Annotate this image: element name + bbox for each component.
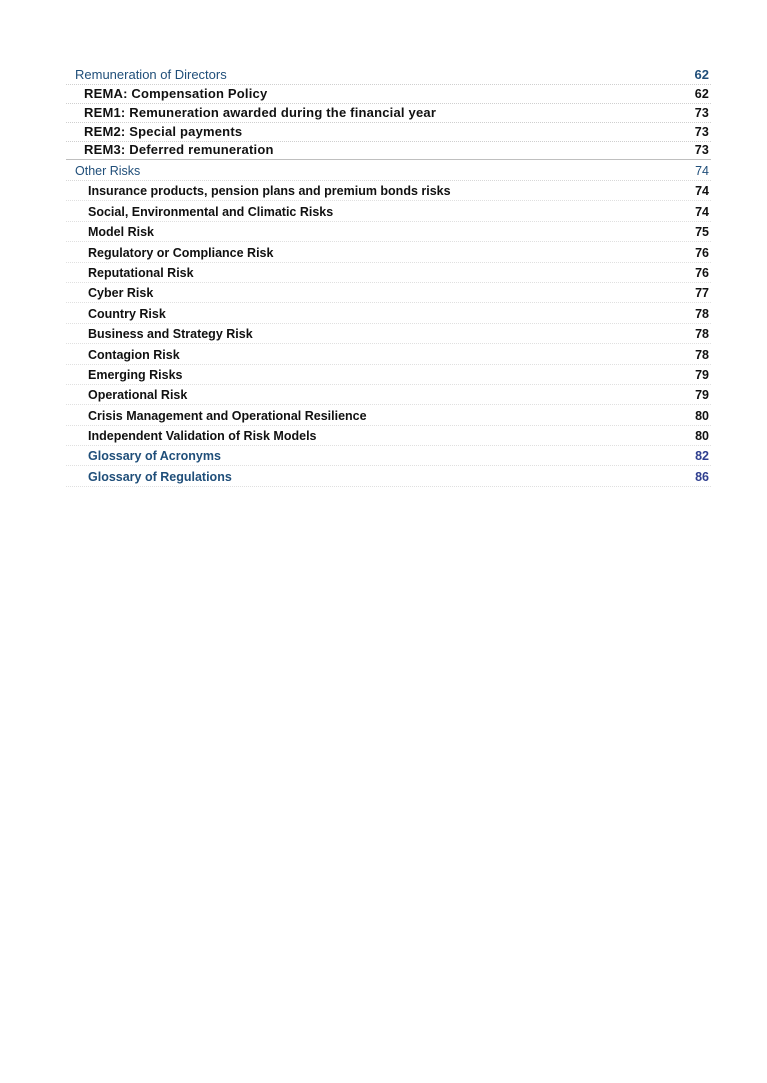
toc-page-number: 75 — [695, 225, 709, 240]
toc-entry-title: Social, Environmental and Climatic Risks — [88, 204, 334, 219]
toc-page-number: 79 — [695, 367, 709, 382]
toc-entry-reputational-risk[interactable] — [66, 263, 711, 283]
toc-entry-title: Glossary of Regulations — [88, 469, 232, 484]
toc-entry-title: REMA: Compensation Policy — [84, 86, 268, 101]
toc-page-number: 78 — [695, 306, 709, 321]
toc-entry-rema[interactable] — [66, 85, 711, 104]
toc-page-number: 76 — [695, 245, 709, 260]
toc-heading-title: Other Risks — [75, 164, 141, 178]
toc-entry-title: Model Risk — [88, 225, 154, 240]
toc-entry-crisis-management[interactable] — [66, 405, 711, 425]
toc-page-number: 73 — [694, 125, 709, 139]
toc-link-glossary-regulations[interactable] — [66, 466, 711, 486]
toc-entry-rem3[interactable] — [66, 142, 711, 160]
toc-page-number: 80 — [695, 429, 709, 444]
toc-entry-title: Cyber Risk — [88, 286, 154, 301]
toc-entry-title: REM1: Remuneration awarded during the financial year — [84, 105, 437, 120]
table-of-contents — [66, 66, 711, 487]
toc-entry-title: Crisis Management and Operational Resilience — [88, 408, 367, 423]
toc-page-number: 86 — [695, 469, 709, 484]
toc-page-number: 74 — [695, 204, 709, 219]
toc-entry-insurance-risks[interactable] — [66, 181, 711, 201]
toc-entry-country-risk[interactable] — [66, 303, 711, 323]
toc-page-number: 77 — [695, 286, 709, 301]
toc-entry-independent-validation[interactable] — [66, 426, 711, 446]
toc-entry-contagion-risk[interactable] — [66, 344, 711, 364]
toc-page-number: 74 — [695, 184, 709, 199]
toc-entry-rem1[interactable] — [66, 104, 711, 123]
toc-page-number: 73 — [694, 143, 709, 157]
toc-entry-model-risk[interactable] — [66, 222, 711, 242]
toc-entry-title: Business and Strategy Risk — [88, 327, 253, 342]
toc-entry-rem2[interactable] — [66, 123, 711, 142]
toc-entry-title: Contagion Risk — [88, 347, 180, 362]
toc-page-number: 74 — [695, 164, 709, 178]
toc-page-number: 73 — [694, 106, 709, 120]
toc-page-number: 78 — [695, 347, 709, 362]
toc-page-number: 76 — [695, 265, 709, 280]
toc-entry-title: Emerging Risks — [88, 367, 183, 382]
toc-entry-title: Country Risk — [88, 306, 166, 321]
toc-entry-title: Operational Risk — [88, 388, 188, 403]
toc-entry-title: Glossary of Acronyms — [88, 449, 221, 464]
toc-entry-title: Insurance products, pension plans and premium bonds risks — [88, 184, 451, 199]
toc-entry-title: REM2: Special payments — [84, 124, 243, 139]
toc-entry-title: Regulatory or Compliance Risk — [88, 245, 274, 260]
toc-page-number: 78 — [695, 327, 709, 342]
toc-heading-other-risks[interactable] — [66, 160, 711, 181]
toc-page-number: 80 — [695, 408, 709, 423]
toc-entry-title: Independent Validation of Risk Models — [88, 429, 317, 444]
toc-entry-business-strategy-risk[interactable] — [66, 324, 711, 344]
toc-page-number: 82 — [695, 449, 709, 464]
toc-entry-compliance-risk[interactable] — [66, 242, 711, 262]
toc-page-number: 62 — [694, 67, 709, 82]
toc-page-number: 79 — [695, 388, 709, 403]
toc-heading-title: Remuneration of Directors — [75, 67, 227, 82]
toc-entry-title: Reputational Risk — [88, 265, 194, 280]
toc-entry-operational-risk[interactable] — [66, 385, 711, 405]
toc-entry-cyber-risk[interactable] — [66, 283, 711, 303]
toc-entry-title: REM3: Deferred remuneration — [84, 142, 274, 157]
toc-entry-emerging-risks[interactable] — [66, 365, 711, 385]
toc-entry-social-environmental-risks[interactable] — [66, 201, 711, 221]
toc-link-glossary-acronyms[interactable] — [66, 446, 711, 466]
toc-heading-remuneration[interactable] — [66, 66, 711, 85]
toc-page-number: 62 — [694, 87, 709, 101]
